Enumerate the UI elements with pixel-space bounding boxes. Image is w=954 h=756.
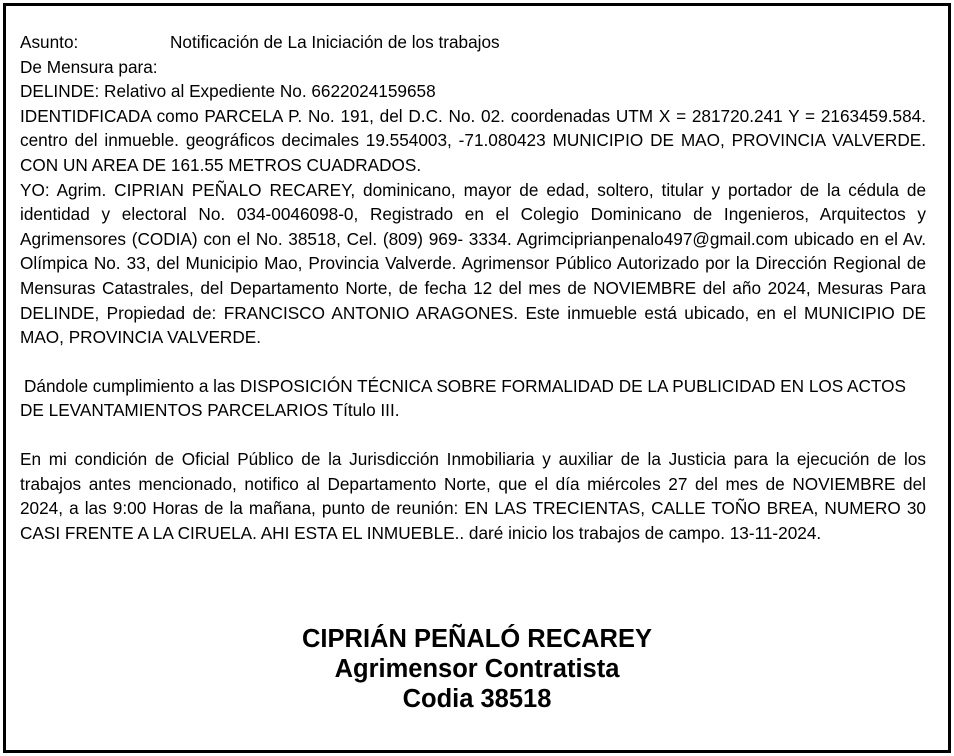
identification-paragraph: IDENTIDFICADA como PARCELA P. No. 191, del D.C. No. 02. coordenadas UTM X = 281720.241 Y = 2163459.584. centro del inmueble. geográficos decimales 19.554003, -71.080423 MUNICIPIO DE MAO, PROVINCIA VALVERDE. CON UN AREA DE 161.55 METROS CUADRADOS. — [20, 105, 926, 175]
mensura-line: De Mensura para: — [20, 56, 158, 77]
notice-body — [20, 30, 926, 545]
delinde-line: DELINDE: Relativo al Expediente No. 6622024159658 — [20, 81, 436, 102]
signature-name: CIPRIÁN PEÑALÓ RECAREY — [302, 625, 652, 653]
signature-title: Agrimensor Contratista — [334, 655, 620, 683]
signature-block — [0, 624, 954, 714]
surveyor-paragraph: YO: Agrim. CIPRIAN PEÑALO RECAREY, dominicano, mayor de edad, soltero, titular y portador de la cédula de identidad y electoral No. 034-0046098-0, Registrado en el Colegio Dominicano de Ingenieros, Arquitectos y Agrimensores (CODIA) con el No. 38518, Cel. (809) 969- 3334. Agrimciprianpenalo497@gmail.com ubicado en el Av. Olímpica No. 33, del Municipio Mao, Provincia Valverde. Agrimensor Público Autorizado por la Dirección Regional de Mensuras Catastrales, del Departamento Norte, de fecha 12 del mes de NOVIEMBRE del año 2024, Mesuras Para DELINDE, Propiedad de: FRANCISCO ANTONIO ARAGONES. Este inmueble está ubicado, en el MUNICIPIO DE MAO, PROVINCIA VALVERDE. — [20, 179, 926, 348]
compliance-paragraph: Dándole cumplimiento a las DISPOSICIÓN TÉCNICA SOBRE FORMALIDAD DE LA PUBLICIDAD EN LOS ACTOS DE LEVANTAMIENTOS PARCELARIOS Título III. — [20, 375, 906, 421]
signature-registration: Codia 38518 — [402, 685, 552, 713]
notification-paragraph: En mi condición de Oficial Público de la Jurisdicción Inmobiliaria y auxiliar de la Justicia para la ejecución de los trabajos antes mencionado, notifico al Departamento Norte, que el día miércoles 27 del mes de NOVIEMBRE del 2024, a las 9:00 Horas de la mañana, punto de reunión: EN LAS TRECIENTAS, CALLE TOÑO BREA, NUMERO 30 CASI FRENTE A LA CIRUELA. AHI ESTA EL INMUEBLE.. daré inicio los trabajos de campo. 13-11-2024. — [20, 448, 926, 543]
paragraph-gap — [20, 350, 926, 374]
subject-text: Notificación de La Iniciación de los trabajos — [170, 32, 500, 52]
subject-line — [20, 30, 926, 55]
subject-label: Asunto: — [20, 32, 79, 52]
paragraph-gap — [20, 423, 926, 447]
